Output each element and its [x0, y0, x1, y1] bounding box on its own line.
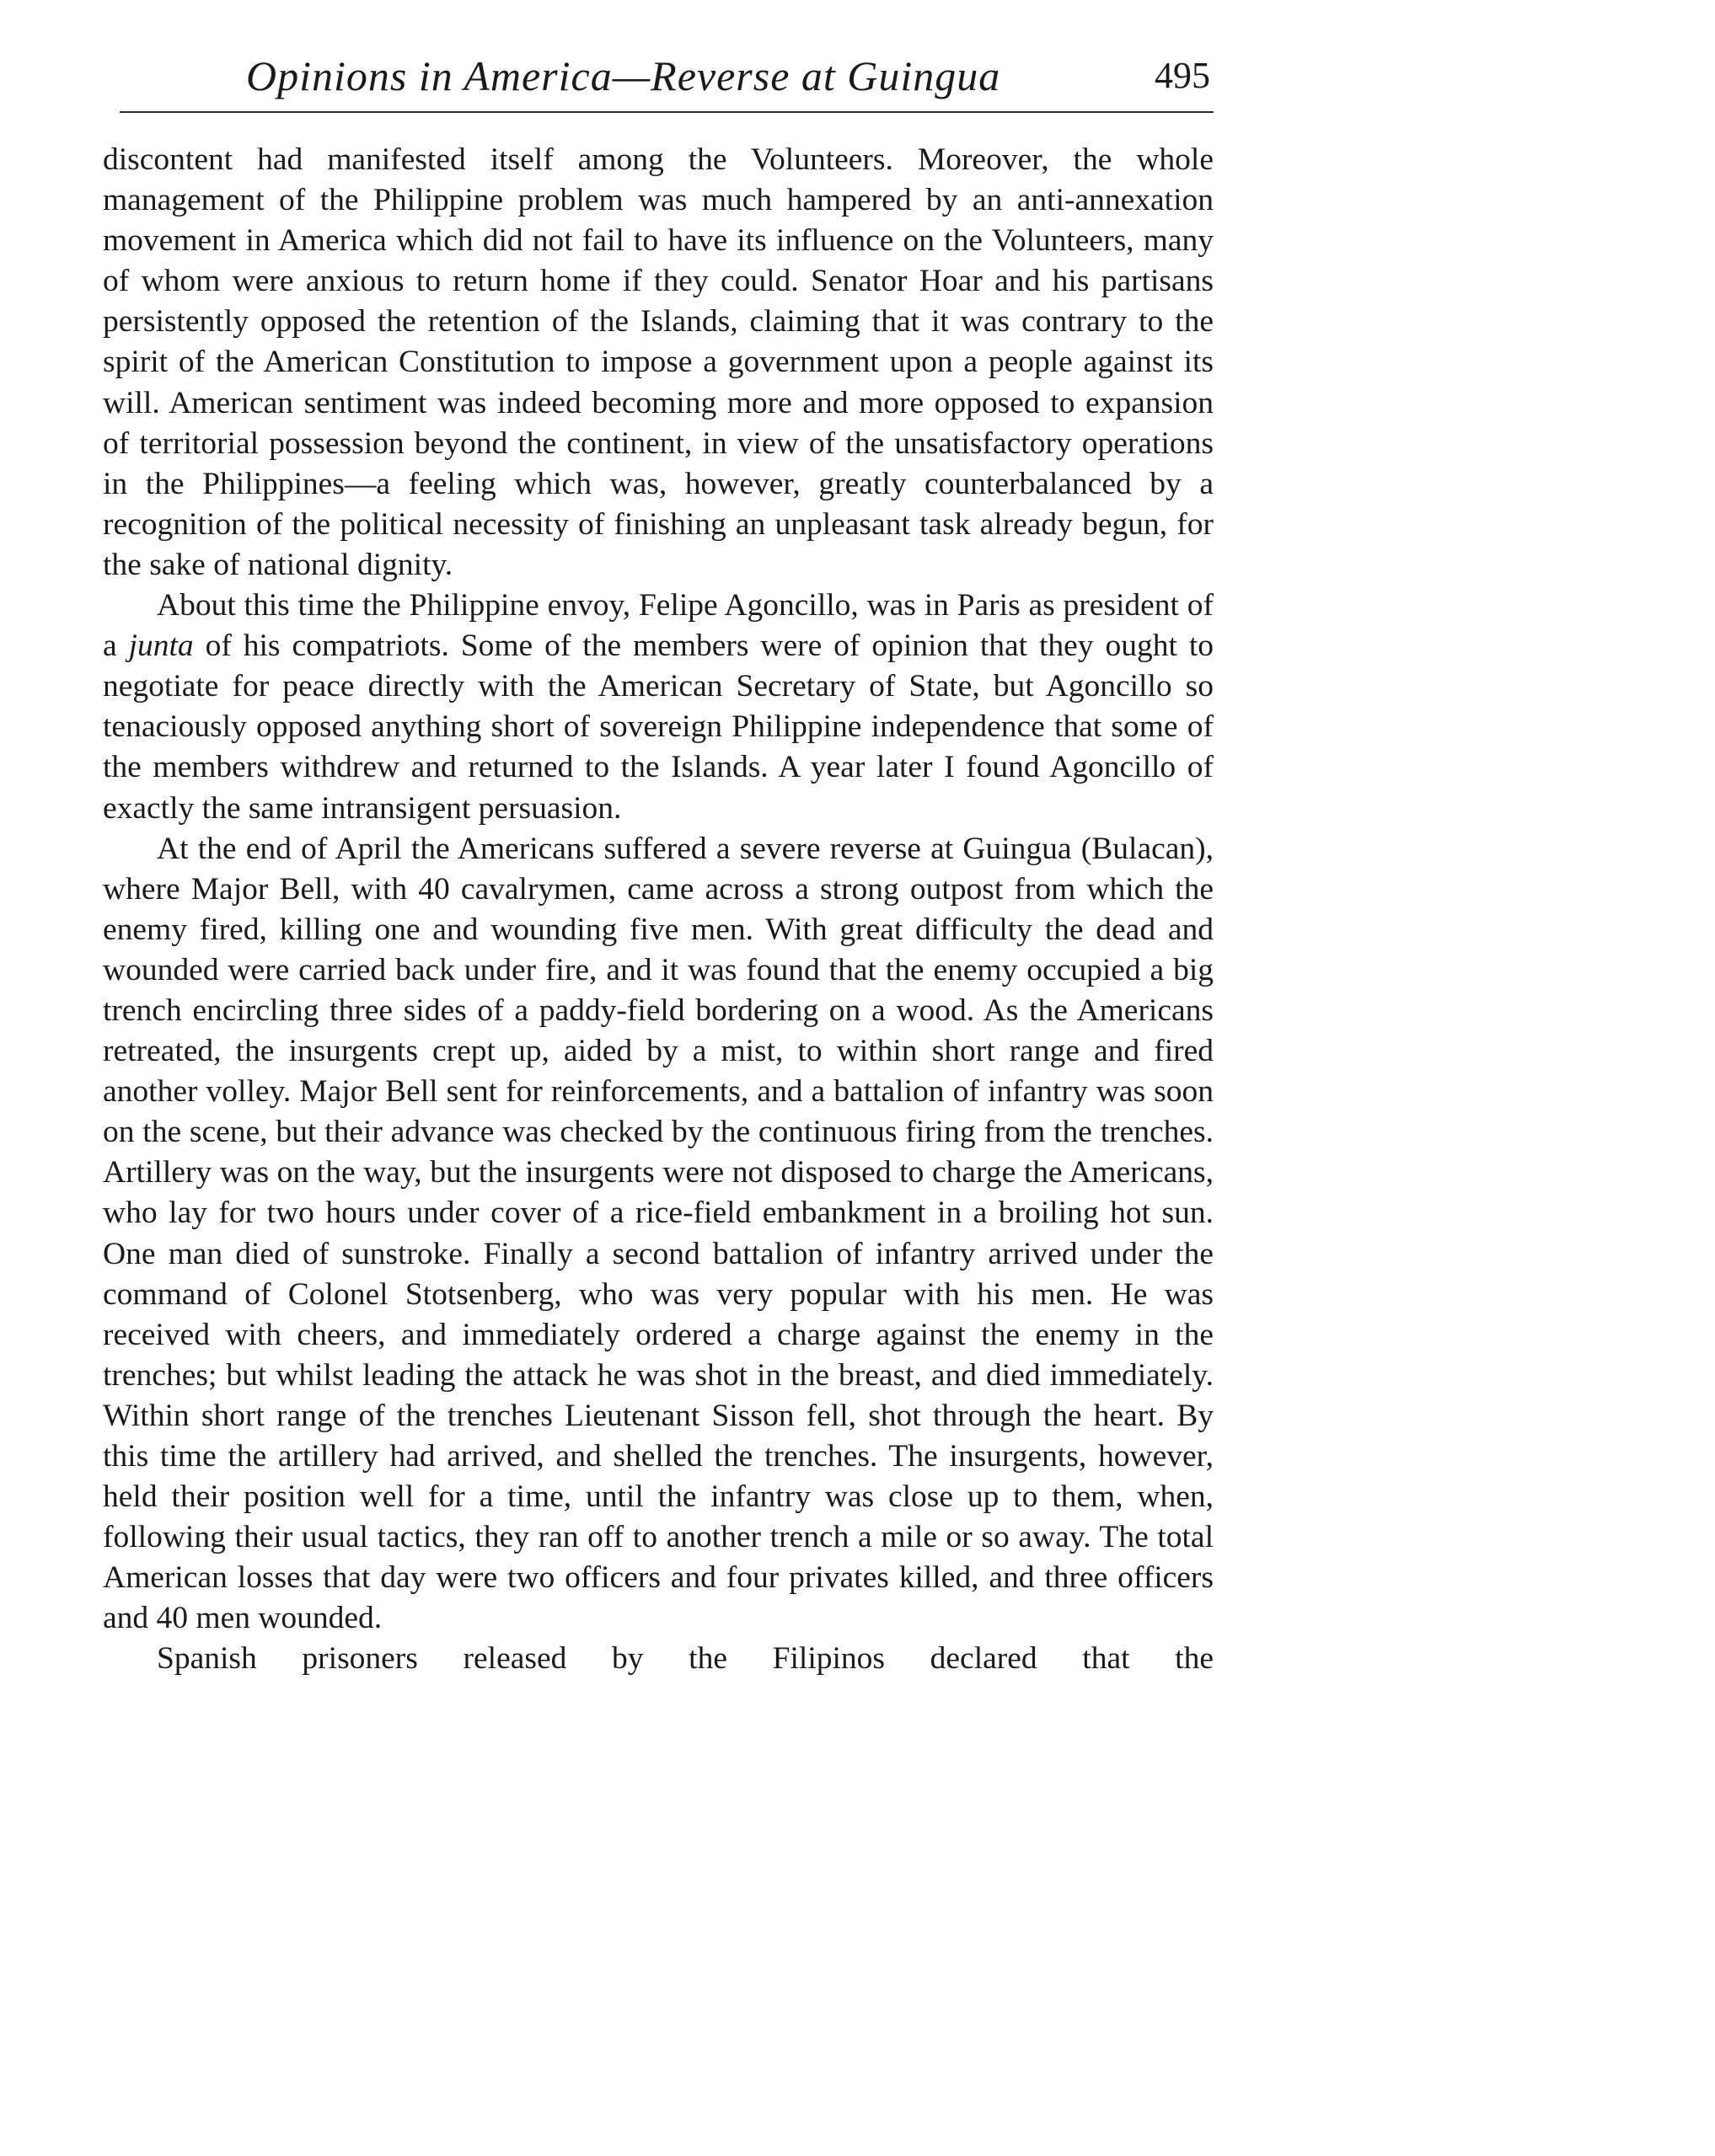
header-rule	[120, 111, 1214, 113]
paragraph-text: discontent had manifested itself among the Volunteers. Moreover, the whole management of the Philippine problem was much hampered by an anti-annexation movement in America which did not fail to have its influence on the Volunteers, many of whom were anxious to return home if they could. Senator Hoar and his partisans persistently opposed the retention of the Islands, claiming that it was contrary to the spirit of the American Constitution to impose a government upon a people against its will. American sentiment was indeed becoming more and more opposed to expansion of territorial possession beyond the continent, in view of the unsatisfactory operations in the Philippines—a feeling which was, however, greatly counterbalanced by a recognition of the political necessity of finishing an unpleasant task already begun, for the sake of national dignity.	[103, 142, 1214, 582]
body-text	[103, 140, 1214, 1680]
italic-term: junta	[128, 629, 194, 664]
paragraph	[103, 140, 1214, 586]
page-number: 495	[1155, 55, 1210, 96]
paragraph-text: Spanish prisoners released by the Filipinos declared that the	[157, 1641, 1214, 1677]
paragraph	[103, 586, 1214, 829]
paragraph-text: About this time the Philippine envoy, Felipe Agoncillo, was in Paris as president of a	[103, 588, 1214, 664]
paragraph	[103, 829, 1214, 1640]
paragraph-text: of his compatriots. Some of the members were of opinion that they ought to negotiate for peace directly with the American Secretary of State, but Agoncillo so tenaciously opposed anything short of sovereign Philippine independence that some of the members withdrew and returned to the Islands. A year later I found Agoncillo of exactly the same intransigent persuasion.	[103, 629, 1214, 826]
paragraph-text: At the end of April the Americans suffered a severe reverse at Guingua (Bulacan), where Major Bell, with 40 cavalrymen, came across a strong outpost from which the enemy fired, killing one and wounding five men. With great difficulty the dead and wounded were carried back under fire, and it was found that the enemy occupied a big trench encircling three sides of a paddy-field bordering on a wood. As the Americans retreated, the insurgents crept up, aided by a mist, to within short range and fired another volley. Major Bell sent for reinforcements, and a battalion of infantry was soon on the scene, but their advance was checked by the continuous firing from the trenches. Artillery was on the way, but the insurgents were not disposed to charge the Americans, who lay for two hours under cover of a rice-field embankment in a broiling hot sun. One man died of sunstroke. Finally a second battalion of infantry arrived under the command of Colonel Stotsenberg, who was very popular with his men. He was received with cheers, and immediately ordered a charge against the enemy in the trenches; but whilst leading the attack he was shot in the breast, and died immediately. Within short range of the trenches Lieutenant Sisson fell, shot through the heart. By this time the artillery had arrived, and shelled the trenches. The insurgents, however, held their position well for a time, until the infantry was close up to them, when, following their usual tactics, they ran off to another trench a mile or so away. The total American losses that day were two officers and four privates killed, and three officers and 40 men wounded.	[103, 831, 1214, 1636]
running-head-title: Opinions in America—Reverse at Guingua	[246, 52, 1001, 99]
paragraph	[103, 1639, 1214, 1679]
running-head	[103, 49, 1214, 103]
book-page	[103, 49, 1214, 1677]
